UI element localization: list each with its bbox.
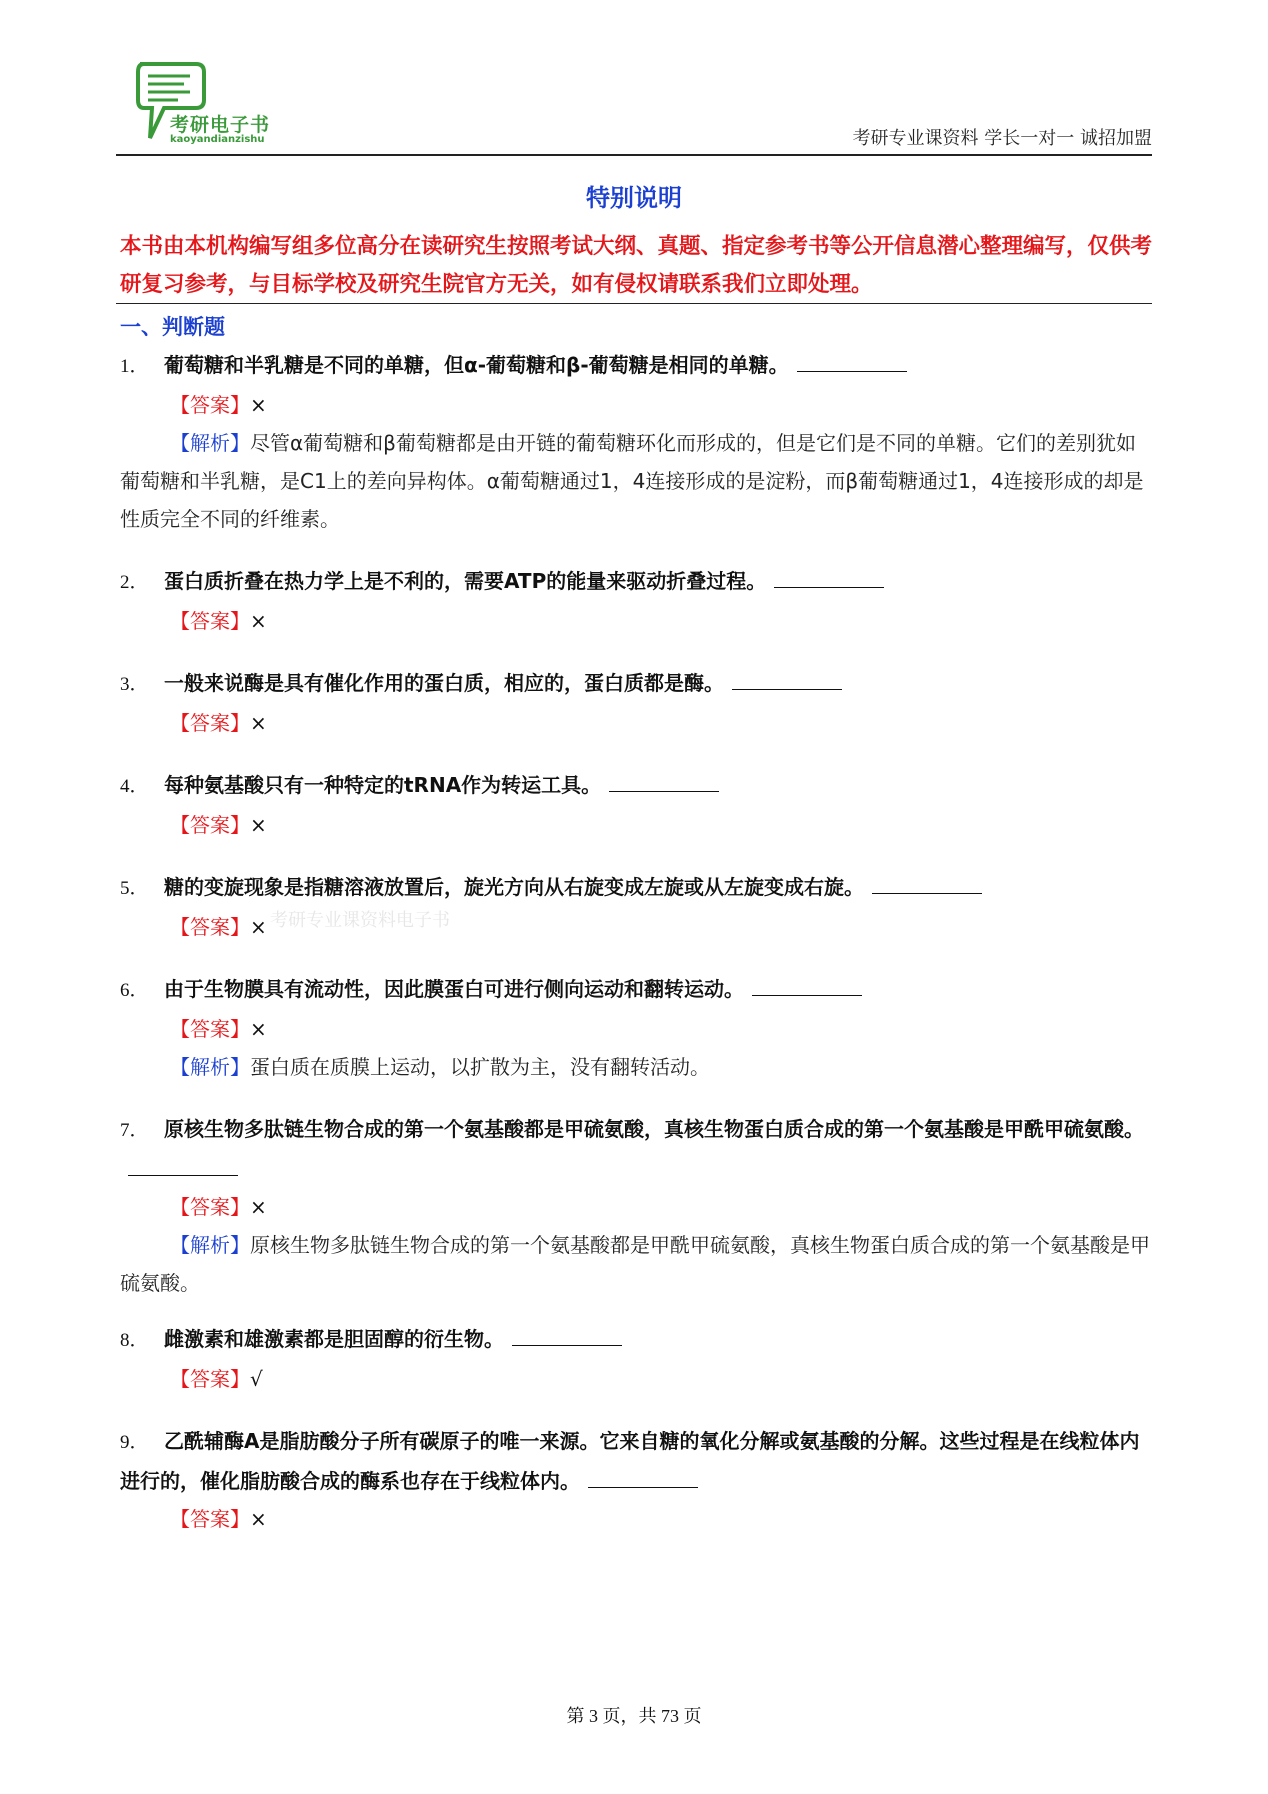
answer-line: [170, 1360, 1152, 1398]
answer-value: ×: [250, 1195, 267, 1219]
question-number: 7．: [120, 1120, 149, 1141]
question-text: 乙酰辅酶A是脂肪酸分子所有碳原子的唯一来源。它来自糖的氧化分解或氨基酸的分解。这些过程是在线粒体内进行的，催化脂肪酸合成的酶系也存在于线粒体内。: [120, 1429, 1140, 1493]
question-number: 5．: [120, 878, 149, 899]
answer-value: ×: [250, 609, 267, 633]
question-text: 糖的变旋现象是指糖溶液放置后，旋光方向从右旋变成左旋或从左旋变成右旋。: [164, 875, 864, 899]
answer-blank: [588, 1465, 698, 1488]
answer-line: [170, 1500, 1152, 1538]
answer-blank: [732, 667, 842, 690]
question-text: 每种氨基酸只有一种特定的tRNA作为转运工具。: [164, 773, 602, 797]
explanation-text: 尽管α葡萄糖和β葡萄糖都是由开链的葡萄糖环化而形成的，但是它们是不同的单糖。它们的差别犹如葡萄糖和半乳糖，是C1上的差向异构体。α葡萄糖通过1，4连接形成的是淀粉，而β葡萄糖通过1，4连接形成的却是性质完全不同的纤维素。: [120, 431, 1144, 531]
question-7: [120, 1110, 1152, 1302]
answer-value: ×: [250, 813, 267, 837]
brand-subtitle: kaoyandianzishu: [170, 134, 265, 145]
answer-line: [170, 602, 1152, 640]
question-number: 3．: [120, 674, 149, 695]
answer-value: ×: [250, 711, 267, 735]
answer-label: 【答案】: [170, 393, 250, 417]
answer-label: 【答案】: [170, 1507, 250, 1531]
explanation: [120, 1226, 1152, 1302]
question-4: [120, 766, 1152, 844]
question-8: [120, 1320, 1152, 1398]
question-number: 4．: [120, 776, 149, 797]
explanation-label: 【解析】: [170, 431, 250, 455]
answer-blank: [872, 871, 982, 894]
answer-blank: [752, 973, 862, 996]
answer-label: 【答案】: [170, 609, 250, 633]
answer-value: √: [250, 1367, 263, 1391]
answer-value: ×: [250, 1017, 267, 1041]
page-footer: 第 3 页，共 73 页: [566, 1706, 702, 1726]
answer-label: 【答案】: [170, 1367, 250, 1391]
header-divider: [116, 154, 1152, 156]
answer-label: 【答案】: [170, 1017, 250, 1041]
explanation: [120, 1048, 1152, 1086]
answer-label: 【答案】: [170, 711, 250, 735]
question-number: 9．: [120, 1432, 149, 1453]
question-6: [120, 970, 1152, 1086]
question-number: 2．: [120, 572, 149, 593]
question-number: 1．: [120, 356, 149, 377]
answer-blank: [609, 769, 719, 792]
header-tagline: 考研专业课资料 学长一对一 诚招加盟: [852, 128, 1152, 149]
brand-name: 考研电子书: [170, 114, 271, 136]
answer-label: 【答案】: [170, 915, 250, 939]
answer-value: ×: [250, 1507, 267, 1531]
answer-line: [170, 1188, 1152, 1226]
question-1: [120, 346, 1152, 538]
question-9: [120, 1422, 1152, 1538]
answer-blank: [512, 1323, 622, 1346]
answer-label: 【答案】: [170, 1195, 250, 1219]
brand-logo: [134, 60, 294, 152]
answer-blank: [128, 1153, 238, 1176]
answer-value: ×: [250, 393, 267, 417]
question-text: 雌激素和雄激素都是胆固醇的衍生物。: [164, 1327, 504, 1351]
special-notice-title: 特别说明: [586, 184, 682, 212]
question-text: 葡萄糖和半乳糖是不同的单糖，但α-葡萄糖和β-葡萄糖是相同的单糖。: [164, 353, 789, 377]
answer-line: [170, 1010, 1152, 1048]
answer-line: [170, 704, 1152, 742]
explanation-label: 【解析】: [170, 1233, 250, 1257]
answer-label: 【答案】: [170, 813, 250, 837]
question-3: [120, 664, 1152, 742]
explanation-text: 蛋白质在质膜上运动，以扩散为主，没有翻转活动。: [250, 1055, 710, 1079]
question-number: 8．: [120, 1330, 149, 1351]
question-text: 原核生物多肽链生物合成的第一个氨基酸都是甲硫氨酸，真核生物蛋白质合成的第一个氨基酸是甲酰甲硫氨酸。: [164, 1117, 1144, 1141]
question-number: 6．: [120, 980, 149, 1001]
question-text: 由于生物膜具有流动性，因此膜蛋白可进行侧向运动和翻转运动。: [164, 977, 744, 1001]
answer-line: [170, 806, 1152, 844]
question-text: 蛋白质折叠在热力学上是不利的，需要ATP的能量来驱动折叠过程。: [164, 569, 767, 593]
special-notice-text: 本书由本机构编写组多位高分在读研究生按照考试大纲、真题、指定参考书等公开信息潜心整理编写，仅供考研复习参考，与目标学校及研究生院官方无关，如有侵权请联系我们立即处理。: [120, 234, 1153, 297]
question-text: 一般来说酶是具有催化作用的蛋白质，相应的，蛋白质都是酶。: [164, 671, 724, 695]
explanation-label: 【解析】: [170, 1055, 250, 1079]
answer-blank: [774, 565, 884, 588]
explanation: [120, 424, 1152, 538]
notice-divider: [116, 303, 1152, 304]
answer-value: ×: [250, 915, 267, 939]
answer-blank: [797, 349, 907, 372]
section-title: 一、判断题: [120, 315, 225, 339]
answer-line: [170, 386, 1152, 424]
watermark-text: 考研专业课资料电子书: [270, 910, 450, 931]
question-2: [120, 562, 1152, 640]
explanation-text: 原核生物多肽链生物合成的第一个氨基酸都是甲酰甲硫氨酸，真核生物蛋白质合成的第一个氨基酸是甲硫氨酸。: [120, 1233, 1150, 1295]
